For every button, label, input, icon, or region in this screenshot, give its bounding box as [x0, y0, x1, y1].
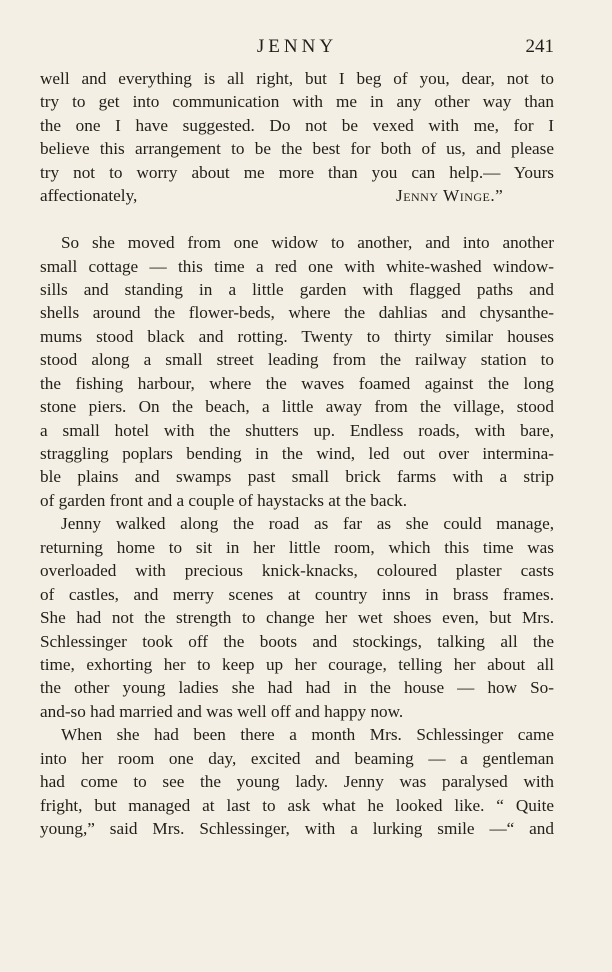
paragraph	[40, 512, 554, 723]
text-line: overloaded with precious knick-knacks, coloured plaster casts	[40, 561, 554, 581]
letter-closing: affectionately,	[40, 186, 138, 206]
text-line: She had not the strength to change her wet shoes even, but Mrs.	[40, 608, 554, 628]
paragraph	[40, 231, 554, 512]
running-head	[40, 36, 554, 60]
text-line: When she had been there a month Mrs. Schlessinger came	[61, 725, 554, 745]
paragraph	[40, 723, 554, 840]
text-line: and-so had married and was well off and happy now.	[40, 701, 404, 721]
running-title: JENNY	[256, 36, 338, 57]
section-gap	[40, 208, 554, 231]
text-line: a small hotel with the shutters up. Endless roads, with bare,	[40, 420, 554, 440]
text-line: young,” said Mrs. Schlessinger, with a lurking smile —“ and	[40, 819, 554, 838]
text-line: into her room one day, excited and beaming — a gentleman	[40, 748, 554, 768]
text-line: fright, but managed at last to ask what he looked like. “ Quite	[40, 795, 554, 815]
letter-ending	[40, 67, 554, 208]
text-line: mums stood black and rotting. Twenty to thirty similar houses	[40, 326, 554, 346]
text-line: the other young ladies she had had in the house — how So-	[40, 678, 554, 698]
text-line: stone piers. On the beach, a little away from the village, stood	[40, 397, 554, 417]
text-line: small cottage — this time a red one with white-washed window-	[40, 256, 554, 276]
text-line: Schlessinger took off the boots and stockings, talking all the	[40, 631, 554, 651]
letter-signoff-line	[40, 184, 554, 207]
text-line: So she moved from one widow to another, and into another	[61, 233, 554, 253]
text-line: Jenny walked along the road as far as she could manage,	[61, 514, 554, 534]
text-line: time, exhorting her to keep up her courage, telling her about all	[40, 654, 554, 674]
text-line: straggling poplars bending in the wind, led out over intermina-	[40, 444, 554, 463]
text-line: try not to worry about me more than you can help.— Yours	[40, 162, 554, 182]
text-line: believe this arrangement to be the best for both of us, and please	[40, 139, 554, 159]
text-line: the fishing harbour, where the waves foamed against the long	[40, 373, 554, 393]
text-line: well and everything is all right, but I beg of you, dear, not to	[40, 69, 554, 88]
text-line: ble plains and swamps past small brick farms with a strip	[40, 467, 554, 487]
text-line: shells around the flower-beds, where the dahlias and chysanthe-	[40, 303, 554, 323]
text-line: the one I have suggested. Do not be vexed with me, for I	[40, 115, 554, 135]
text-line: had come to see the young lady. Jenny was paralysed with	[40, 772, 554, 792]
text-line: sills and standing in a little garden with flagged paths and	[40, 279, 554, 299]
text-line: returning home to sit in her little room, which this time was	[40, 537, 554, 557]
text-line: try to get into communication with me in any other way than	[40, 92, 554, 112]
text-line: of castles, and merry scenes at country inns in brass frames.	[40, 584, 554, 604]
text-line: of garden front and a couple of haystacks at the back.	[40, 490, 407, 510]
page-number: 241	[525, 36, 554, 57]
body-text	[40, 67, 554, 840]
text-line: stood along a small street leading from the railway station to	[40, 350, 554, 370]
letter-signature: Jenny Winge.”	[396, 186, 504, 206]
